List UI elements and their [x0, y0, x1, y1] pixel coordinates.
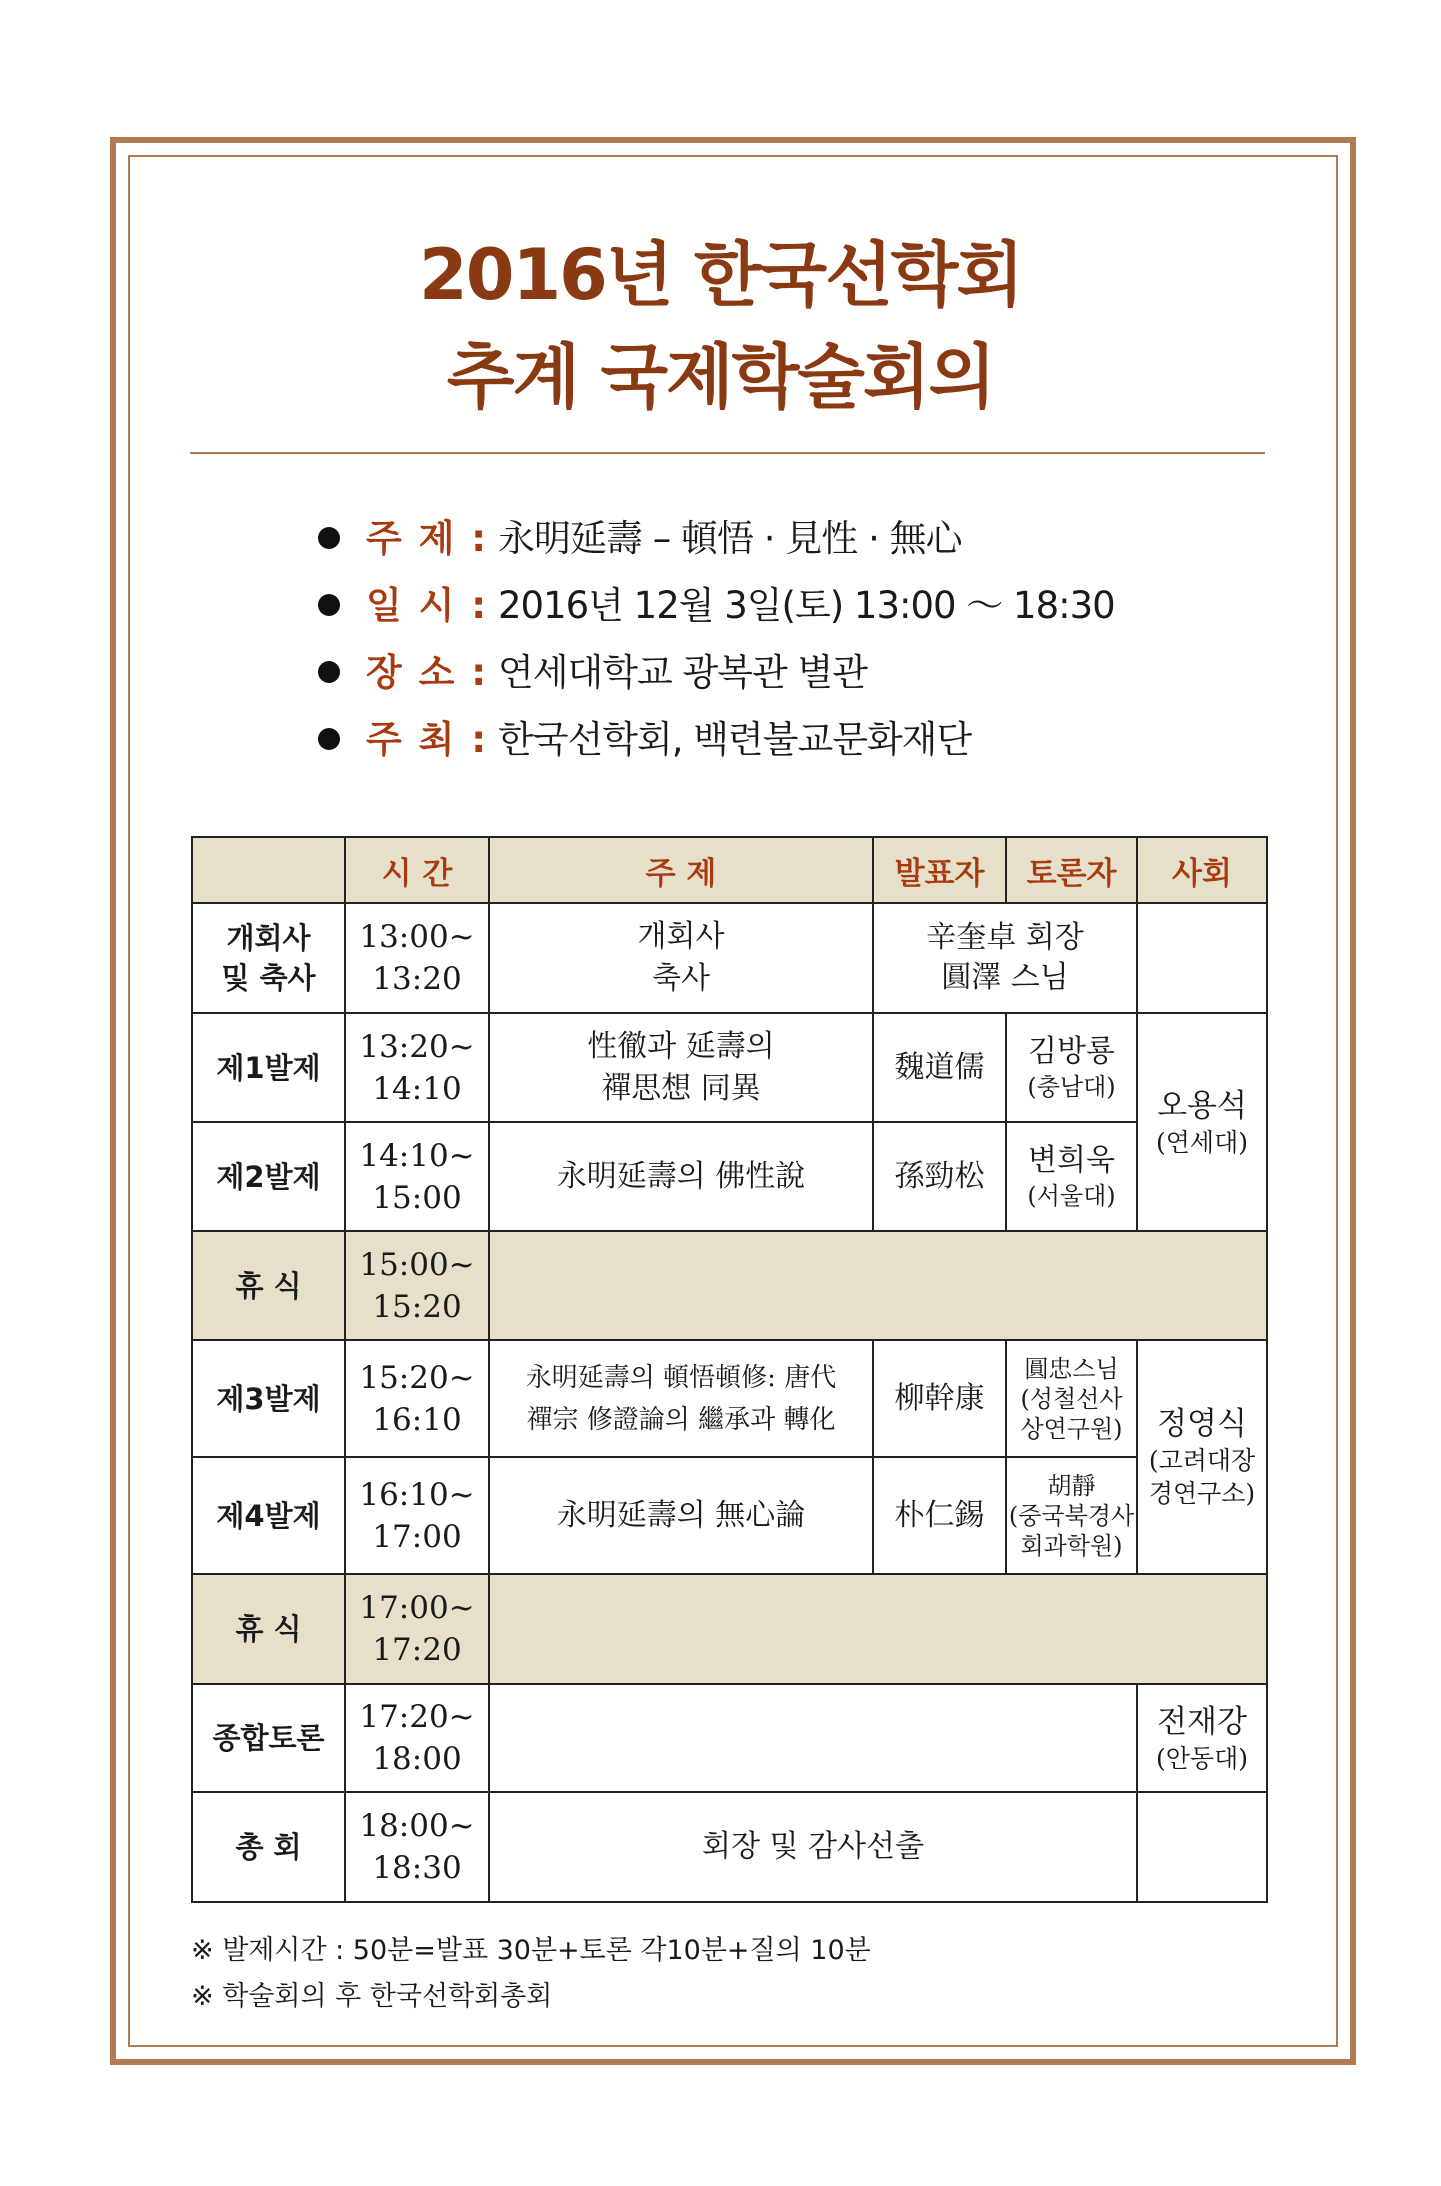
discussant	[1006, 1340, 1137, 1457]
info-list	[318, 505, 1218, 773]
topic-line: 禪思想 同異	[601, 1070, 761, 1106]
time-start: 14:10~	[359, 1137, 475, 1174]
moderator-affiliation: (안동대)	[1156, 1743, 1248, 1773]
session-name: 제2발제	[192, 1122, 345, 1231]
time-start: 18:00~	[359, 1808, 475, 1844]
session-name-line: 및 축사	[221, 961, 316, 995]
session-time	[345, 1684, 489, 1792]
session-topic	[489, 1684, 1137, 1792]
time-end: 15:20	[372, 1288, 462, 1325]
header-time: 시 간	[345, 837, 489, 903]
discussant-name: 변희욱	[1028, 1142, 1115, 1178]
time-start: 15:20~	[359, 1359, 475, 1396]
topic-line: 性徹과 延壽의	[587, 1028, 775, 1064]
table-row	[192, 1792, 1267, 1902]
session-topic: 永明延壽의 無心論	[489, 1457, 873, 1574]
session-topic	[489, 903, 873, 1013]
footnote: ※ 학술회의 후 한국선학회총회	[191, 1981, 553, 2012]
moderator-name: 오용석	[1157, 1087, 1247, 1124]
info-value: 연세대학교 광복관 별관	[498, 651, 867, 694]
time-end: 18:30	[372, 1850, 462, 1886]
session-name-line: 개회사	[226, 921, 311, 955]
time-end: 18:00	[372, 1741, 462, 1777]
session-name	[192, 903, 345, 1013]
session-time	[345, 1457, 489, 1574]
bullet-icon	[318, 594, 340, 616]
time-start: 17:20~	[359, 1699, 475, 1735]
moderator-affiliation: 경연구소)	[1148, 1479, 1256, 1508]
table-row	[192, 1340, 1267, 1457]
session-time	[345, 1574, 489, 1684]
table-row	[192, 1122, 1267, 1231]
discussant	[1006, 1122, 1137, 1231]
presenter: 柳幹康	[873, 1340, 1006, 1457]
moderator-name: 정영식	[1157, 1406, 1247, 1442]
time-end: 15:00	[372, 1179, 462, 1216]
discussant-name: 胡靜	[1047, 1471, 1096, 1500]
footnote: ※ 발제시간 : 50분=발표 30분+토론 각10분+질의 10분	[191, 1935, 871, 1966]
info-value: 永明延壽 – 頓悟 · 見性 · 無心	[498, 517, 962, 560]
discussant-affiliation: (서울대)	[1027, 1181, 1116, 1210]
moderator-cell	[1137, 1684, 1267, 1792]
moderator-affiliation: (연세대)	[1156, 1127, 1248, 1157]
title-divider	[190, 452, 1265, 454]
break-cell	[489, 1231, 1267, 1340]
session-speakers	[873, 903, 1137, 1013]
session-topic: 永明延壽의 佛性說	[489, 1122, 873, 1231]
moderator-cell	[1137, 903, 1267, 1013]
time-end: 14:10	[372, 1070, 462, 1107]
info-label: 주 최 :	[366, 718, 489, 761]
session-time	[345, 1122, 489, 1231]
session-name: 제3발제	[192, 1340, 345, 1457]
discussant-affiliation: (충남대)	[1027, 1072, 1116, 1101]
time-end: 17:00	[372, 1518, 462, 1555]
moderator-name: 전재강	[1157, 1703, 1247, 1740]
time-end: 13:20	[372, 961, 462, 997]
session-time	[345, 1231, 489, 1340]
session-name: 제4발제	[192, 1457, 345, 1574]
title-line-2: 추계 국제학술회의	[446, 336, 995, 418]
time-start: 13:20~	[359, 1028, 475, 1065]
info-value: 2016년 12월 3일(토) 13:00 ～ 18:30	[498, 584, 1115, 627]
session-time	[345, 903, 489, 1013]
topic-line: 禪宗 修證論의 繼承과 轉化	[526, 1404, 836, 1435]
discussant-affiliation: (성철선사	[1020, 1384, 1123, 1413]
topic-line: 개회사	[637, 919, 725, 954]
time-start: 13:00~	[359, 919, 475, 955]
speaker-line: 圓澤 스님	[941, 960, 1069, 995]
session-name: 휴 식	[192, 1231, 345, 1340]
topic-line: 永明延壽의 頓悟頓修: 唐代	[525, 1362, 837, 1393]
bullet-icon	[318, 661, 340, 683]
time-end: 16:10	[372, 1401, 462, 1438]
time-start: 16:10~	[359, 1476, 475, 1513]
speaker-line: 辛奎卓 회장	[926, 920, 1084, 955]
info-item-theme	[318, 505, 1218, 572]
header-topic: 주 제	[489, 837, 873, 903]
time-start: 15:00~	[359, 1246, 475, 1283]
discussant	[1006, 1013, 1137, 1122]
info-value: 한국선학회, 백련불교문화재단	[498, 718, 972, 761]
break-cell	[489, 1574, 1267, 1684]
table-row-break	[192, 1231, 1267, 1340]
header-presenter: 발표자	[873, 837, 1006, 903]
session-name: 총 회	[192, 1792, 345, 1902]
discussant-affiliation: 회과학원)	[1020, 1531, 1123, 1560]
bullet-icon	[318, 728, 340, 750]
table-row	[192, 1684, 1267, 1792]
table-row	[192, 903, 1267, 1013]
footnotes	[191, 1928, 1191, 2020]
table-row	[192, 1013, 1267, 1122]
info-item-host	[318, 706, 1218, 773]
session-time	[345, 1792, 489, 1902]
table-row	[192, 1457, 1267, 1574]
discussant-name: 김방룡	[1028, 1033, 1115, 1069]
info-label: 일 시 :	[366, 584, 489, 627]
session-time	[345, 1340, 489, 1457]
moderator-cell	[1137, 1340, 1267, 1574]
session-name: 제1발제	[192, 1013, 345, 1122]
session-topic: 회장 및 감사선출	[489, 1792, 1137, 1902]
presenter: 朴仁錫	[873, 1457, 1006, 1574]
bullet-icon	[318, 527, 340, 549]
moderator-cell	[1137, 1792, 1267, 1902]
discussant-affiliation: (중국북경사	[1008, 1501, 1135, 1530]
session-name: 휴 식	[192, 1574, 345, 1684]
session-topic	[489, 1013, 873, 1122]
discussant	[1006, 1457, 1137, 1574]
header-discussant: 토론자	[1006, 837, 1137, 903]
topic-line: 축사	[652, 961, 710, 996]
time-end: 17:20	[372, 1632, 462, 1668]
table-row-break	[192, 1574, 1267, 1684]
table-header-row	[192, 837, 1267, 903]
session-topic	[489, 1340, 873, 1457]
header-cell	[192, 837, 345, 903]
info-label: 주 제 :	[366, 517, 489, 560]
moderator-cell	[1137, 1013, 1267, 1231]
schedule-table	[191, 836, 1268, 1903]
info-item-venue	[318, 639, 1218, 706]
moderator-affiliation: (고려대장	[1148, 1446, 1256, 1475]
session-time	[345, 1013, 489, 1122]
presenter: 孫勁松	[873, 1122, 1006, 1231]
info-item-date	[318, 572, 1218, 639]
header-moderator: 사회	[1137, 837, 1267, 903]
discussant-name: 圓忠스님	[1024, 1354, 1119, 1383]
discussant-affiliation: 상연구원)	[1020, 1414, 1123, 1443]
title-line-1: 2016년 한국선학회	[419, 234, 1022, 316]
time-start: 17:00~	[359, 1590, 475, 1626]
session-name: 종합토론	[192, 1684, 345, 1792]
presenter: 魏道儒	[873, 1013, 1006, 1122]
info-label: 장 소 :	[366, 651, 489, 694]
